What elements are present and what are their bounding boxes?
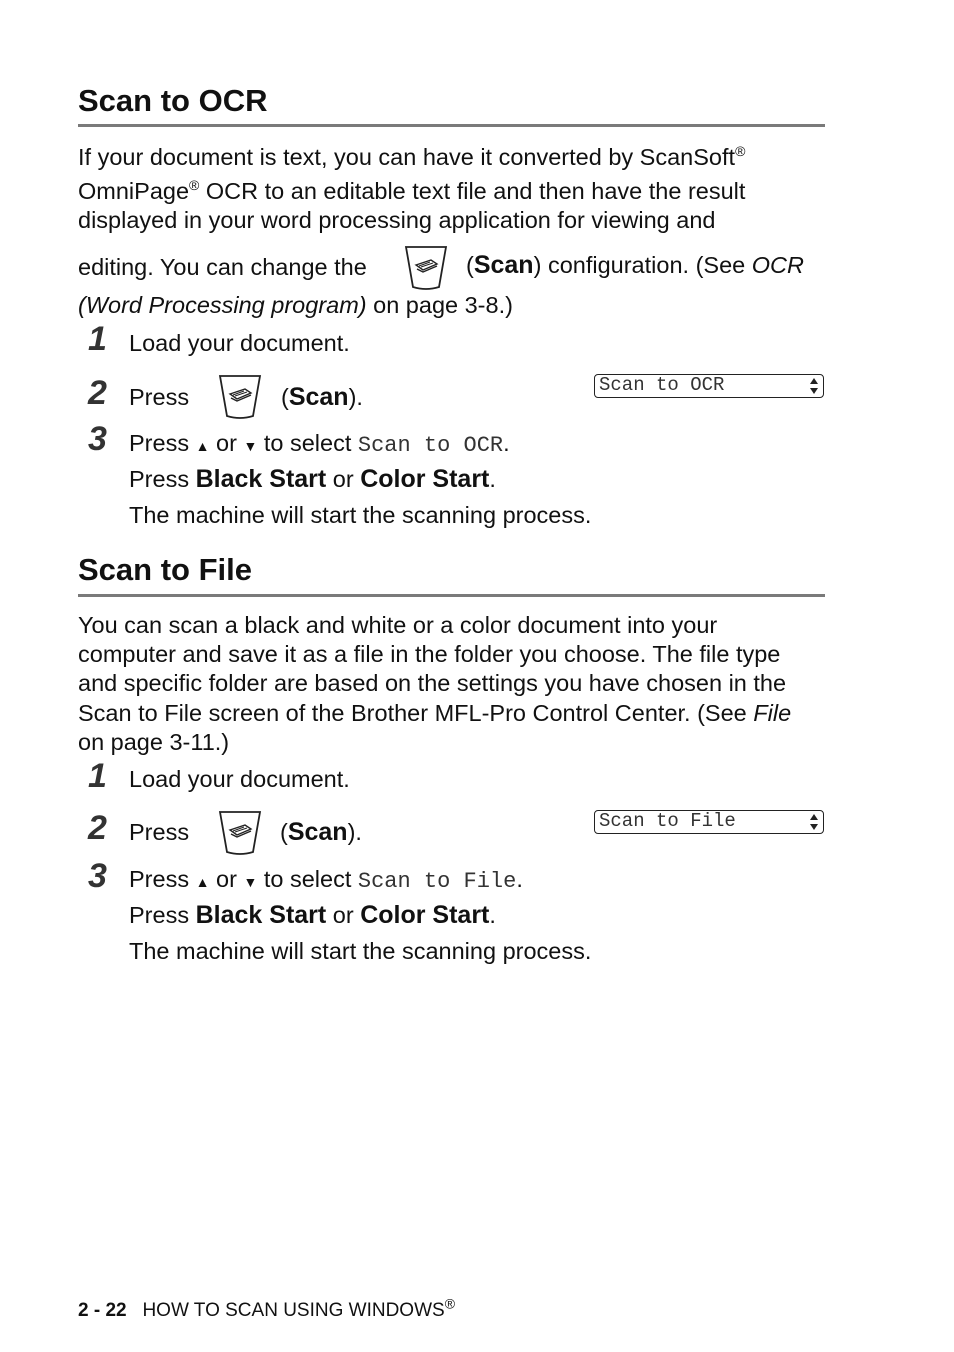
intro-line-5: (Word Processing program) on page 3-8.) — [78, 292, 513, 318]
page-footer: 2 - 22 HOW TO SCAN USING WINDOWS® — [78, 1295, 456, 1321]
step-result: The machine will start the scanning process. — [129, 502, 592, 528]
intro-line-1: If your document is text, you can have it converted by ScanSoft® — [78, 143, 746, 170]
up-arrow-icon: ▲ — [195, 874, 210, 890]
step-select-option: Press ▲ or ▼ to select Scan to File. — [129, 866, 523, 894]
file-intro-line-1: You can scan a black and white or a color document into your — [78, 612, 718, 638]
file-intro-line-2: computer and save it as a file in the folder you choose. The file type — [78, 641, 781, 667]
up-down-arrows-icon — [809, 376, 819, 396]
intro-line-4-rest: (Scan) configuration. (See OCR — [466, 251, 804, 279]
section-title-scan-to-ocr: Scan to OCR — [78, 83, 268, 118]
intro-line-3: displayed in your word processing application for viewing and — [78, 207, 716, 233]
section-title-scan-to-file: Scan to File — [78, 552, 252, 587]
step-number: 2 — [88, 374, 107, 412]
section-rule — [78, 124, 825, 127]
scan-key-label: (Scan). — [280, 818, 362, 846]
section-rule — [78, 594, 825, 597]
footer-title: HOW TO SCAN USING WINDOWS — [142, 1300, 445, 1321]
up-arrow-icon: ▲ — [195, 438, 210, 454]
step-press-label: Press — [129, 819, 190, 845]
scan-key-icon — [217, 810, 263, 856]
step-number: 3 — [88, 420, 107, 458]
step-number: 3 — [88, 857, 107, 895]
down-arrow-icon: ▼ — [243, 438, 258, 454]
step-number: 1 — [88, 757, 107, 795]
step-result: The machine will start the scanning process. — [129, 938, 592, 964]
lcd-display: Scan to File — [594, 810, 824, 834]
scan-key-icon — [217, 374, 263, 420]
step-start: Press Black Start or Color Start. — [129, 465, 496, 493]
intro-line-2: OmniPage® OCR to an editable text file and then have the result — [78, 177, 746, 204]
scan-key-icon — [403, 245, 449, 291]
scan-key-label: (Scan). — [281, 383, 363, 411]
step-press-label: Press — [129, 384, 190, 410]
step-load-document: Load your document. — [129, 766, 350, 792]
step-select-option: Press ▲ or ▼ to select Scan to OCR. — [129, 430, 510, 458]
down-arrow-icon: ▼ — [243, 874, 258, 890]
step-load-document: Load your document. — [129, 330, 350, 356]
step-start: Press Black Start or Color Start. — [129, 901, 496, 929]
page-number: 2 - 22 — [78, 1300, 127, 1321]
intro-line-4: editing. You can change the — [78, 254, 367, 280]
step-number: 2 — [88, 809, 107, 847]
file-intro-line-5: on page 3-11.) — [78, 729, 230, 755]
step-number: 1 — [88, 320, 107, 358]
file-intro-line-3: and specific folder are based on the settings you have chosen in the — [78, 670, 787, 696]
file-intro-line-4: Scan to File screen of the Brother MFL-Pro Control Center. (See File — [78, 700, 792, 726]
lcd-display: Scan to OCR — [594, 374, 824, 398]
up-down-arrows-icon — [809, 812, 819, 832]
